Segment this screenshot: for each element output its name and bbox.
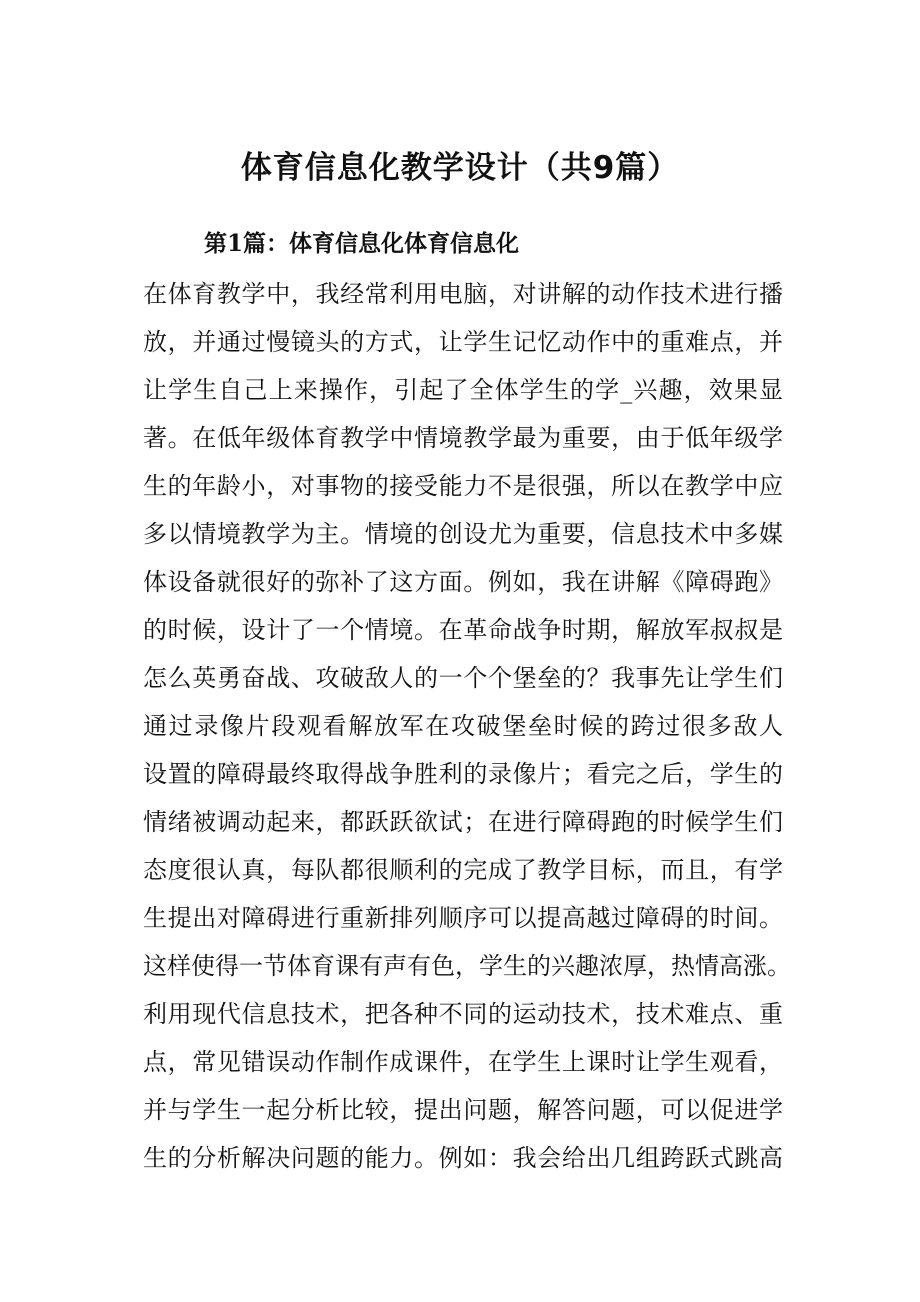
body-line: 这样使得一节体育课有声有色，学生的兴趣浓厚，热情高涨。: [143, 952, 791, 980]
document-title: 体育信息化教学设计（共9篇）: [240, 150, 680, 186]
body-line: 让学生自己上来操作，引起了全体学生的学_兴趣，效果显: [143, 376, 783, 404]
body-line: 设置的障碍最终取得战争胜利的录像片；看完之后，学生的: [143, 760, 783, 788]
body-line: 生的年龄小，对事物的接受能力不是很强，所以在教学中应: [143, 472, 783, 500]
body-line: 利用现代信息技术，把各种不同的运动技术，技术难点、重: [143, 1000, 783, 1028]
body-line: 情绪被调动起来，都跃跃欲试；在进行障碍跑的时候学生们: [143, 808, 783, 836]
body-line: 体设备就很好的弥补了这方面。例如，我在讲解《障碍跑》: [143, 568, 783, 596]
body-line: 怎么英勇奋战、攻破敌人的一个个堡垒的？我事先让学生们: [143, 664, 783, 692]
body-line: 生的分析解决问题的能力。例如：我会给出几组跨跃式跳高: [143, 1144, 783, 1172]
body-line: 并与学生一起分析比较，提出问题，解答问题，可以促进学: [143, 1096, 783, 1124]
body-line: 多以情境教学为主。情境的创设尤为重要，信息技术中多媒: [143, 520, 783, 548]
body-line: 在体育教学中，我经常利用电脑，对讲解的动作技术进行播: [143, 280, 783, 308]
body-line: 生提出对障碍进行重新排列顺序可以提高越过障碍的时间。: [143, 904, 783, 932]
body-line: 点，常见错误动作制作成课件，在学生上课时让学生观看，: [143, 1048, 783, 1076]
body-line: 放，并通过慢镜头的方式，让学生记忆动作中的重难点，并: [143, 328, 783, 356]
body-text: [143, 270, 791, 1182]
body-line: 著。在低年级体育教学中情境教学最为重要，由于低年级学: [143, 424, 783, 452]
body-line: 的时候，设计了一个情境。在革命战争时期，解放军叔叔是: [143, 616, 783, 644]
body-line: 通过录像片段观看解放军在攻破堡垒时候的跨过很多敌人: [143, 712, 783, 740]
body-line: 态度很认真，每队都很顺利的完成了教学目标，而且，有学: [143, 856, 783, 884]
section-heading: 第1篇：体育信息化体育信息化: [204, 230, 520, 257]
